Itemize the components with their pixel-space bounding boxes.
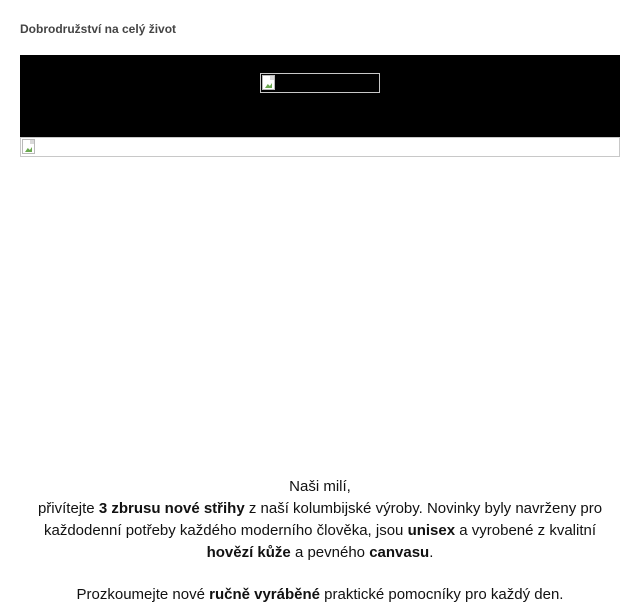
- hero-image[interactable]: [20, 137, 620, 157]
- intro-highlight: unisex: [407, 522, 456, 539]
- intro-text: z naší kolumbijské výroby. Novinky byly navrženy pro každodenní potřeby každého moderního člověka, jsou: [43, 500, 603, 539]
- intro-highlight: canvasu: [369, 544, 430, 561]
- intro-highlight: hovězí kůže: [206, 544, 291, 561]
- paragraph-spacer: [30, 564, 610, 584]
- broken-image-icon: [22, 139, 35, 154]
- intro-highlight: 3 zbrusu nové střihy: [98, 500, 245, 517]
- explore-text: praktické pomocníky pro každý den.: [320, 586, 564, 603]
- intro-text: a vyrobené z kvalitní: [455, 522, 596, 539]
- intro-paragraph: [30, 498, 610, 564]
- preheader-text: Dobrodružství na celý život: [20, 22, 177, 36]
- intro-text-block: [30, 476, 610, 606]
- greeting: Naši milí,: [289, 478, 351, 495]
- explore-text: Prozkoumejte nové: [76, 586, 210, 603]
- explore-paragraph: [30, 584, 610, 606]
- intro-text: přivítejte: [37, 500, 99, 517]
- intro-text: .: [429, 544, 434, 561]
- intro-text: a pevného: [290, 544, 370, 561]
- logo-image[interactable]: [260, 73, 380, 93]
- explore-highlight: ručně vyráběné: [209, 586, 320, 603]
- broken-image-icon: [262, 75, 275, 90]
- logo-banner: [20, 55, 620, 137]
